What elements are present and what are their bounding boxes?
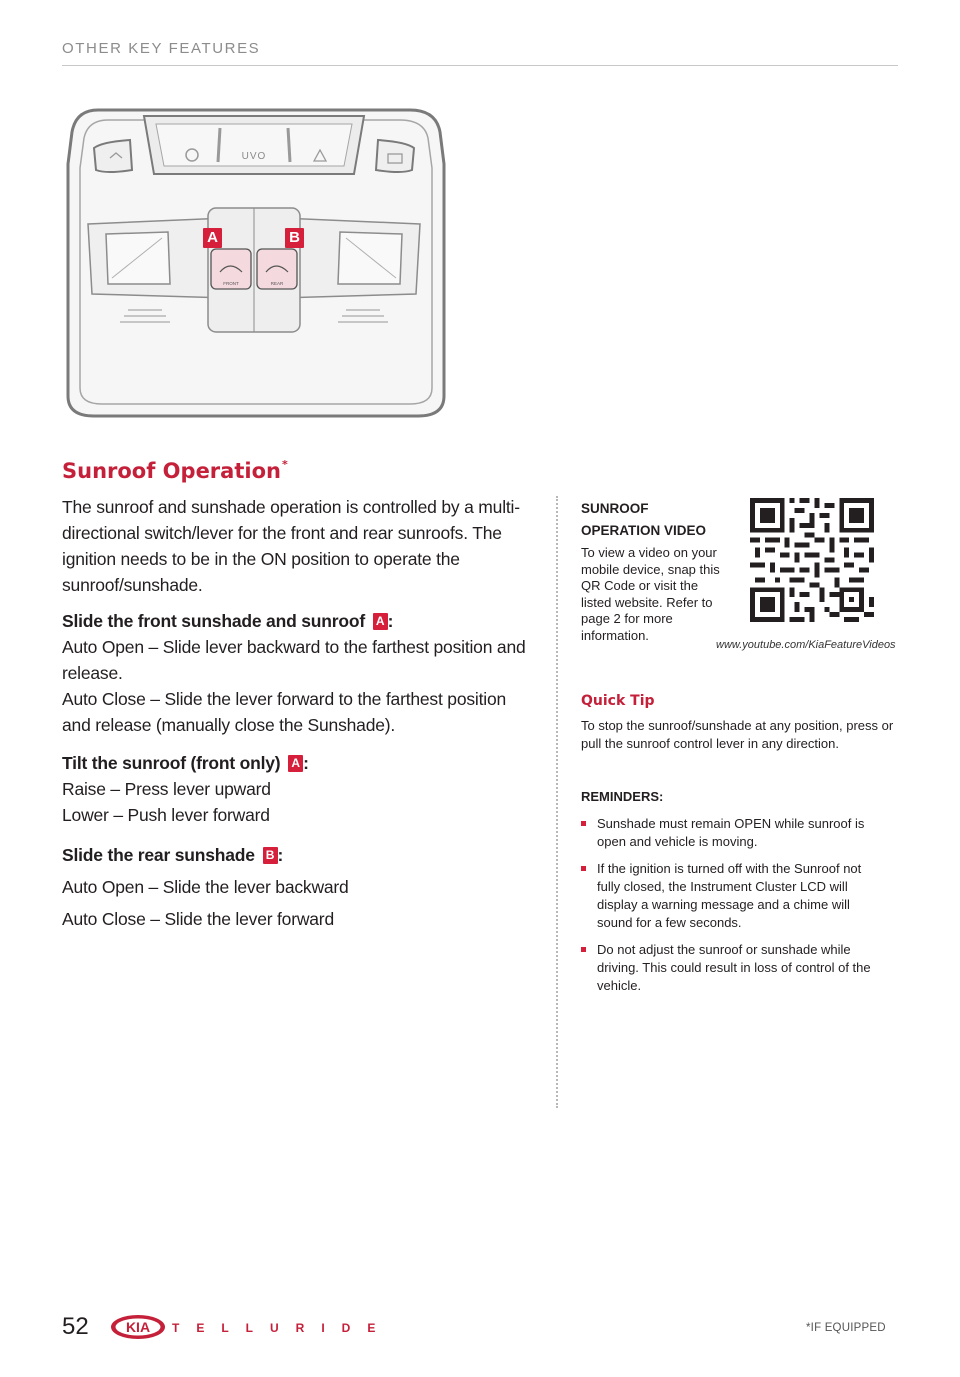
video-title: SUNROOF OPERATION VIDEO <box>581 501 707 538</box>
bullet-icon <box>581 821 586 826</box>
front-auto-open: Auto Open – Slide lever backward to the farthest position and release. <box>62 637 526 683</box>
intro-paragraph: The sunroof and sunshade operation is controlled by a multi-directional switch/lever for the front and rear sunroofs. The ignition needs to be in the ON position to operate the sunroof/sunshade. <box>62 497 520 595</box>
quick-tip-title: Quick Tip <box>581 693 655 709</box>
front-button-label: FRONT <box>223 281 239 286</box>
reminders-title: REMINDERS: <box>581 789 664 804</box>
overhead-console-diagram <box>58 104 450 422</box>
main-content <box>62 494 532 932</box>
reminders-list <box>581 815 899 1004</box>
tilt-callout-tag: A <box>288 755 303 772</box>
rear-auto-open: Auto Open – Slide the lever backward <box>62 877 349 897</box>
front-callout-tag: A <box>373 613 388 630</box>
if-equipped-footnote: *IF EQUIPPED <box>806 1322 886 1334</box>
rear-button-label: REAR <box>270 281 284 286</box>
telluride-wordmark <box>172 1321 422 1335</box>
callout-a: A <box>203 228 222 248</box>
list-item: Sunshade must remain OPEN while sunroof is open and vehicle is moving. <box>581 815 887 851</box>
list-item: Do not adjust the sunroof or sunshade while driving. This could result in loss of control of the vehicle. <box>581 941 887 995</box>
bullet-icon <box>581 866 586 871</box>
tilt-heading: Tilt the sunroof (front only) A : <box>62 753 309 773</box>
front-heading: Slide the front sunshade and sunroof A : <box>62 611 394 631</box>
callout-b: B <box>285 228 304 248</box>
list-item: If the ignition is turned off with the Sunroof not fully closed, the Instrument Cluster LCD will display a warning message and a chime will sound for a few seconds. <box>581 860 887 932</box>
rear-auto-close: Auto Close – Slide the lever forward <box>62 909 334 929</box>
quick-tip-text: To stop the sunroof/sunshade at any position, press or pull the sunroof control lever in any direction. <box>581 718 894 751</box>
kia-logo <box>110 1314 166 1340</box>
svg-text:KIA: KIA <box>125 1319 151 1335</box>
rear-callout-tag: B <box>263 847 278 864</box>
video-instructions: To view a video on your mobile device, snap this QR Code or visit the listed website. Refer to page 2 for more information. <box>581 545 720 643</box>
header-rule <box>62 65 898 66</box>
section-header: OTHER KEY FEATURES <box>62 40 261 57</box>
rear-heading: Slide the rear sunshade B : <box>62 845 284 865</box>
if-equipped-mark: * <box>281 458 288 471</box>
tilt-raise: Raise – Press lever upward <box>62 779 271 799</box>
video-url-link[interactable]: www.youtube.com/KiaFeatureVideos <box>716 639 896 651</box>
page-number: 52 <box>62 1313 89 1340</box>
front-auto-close: Auto Close – Slide the lever forward to the farthest position and release (manually close the Sunshade). <box>62 689 507 735</box>
qr-code[interactable] <box>750 498 874 622</box>
section-title: Sunroof Operation* <box>62 458 288 483</box>
svg-text:TELLURIDE: TELLURIDE <box>172 1321 393 1335</box>
bullet-icon <box>581 947 586 952</box>
column-divider <box>556 496 558 1108</box>
uvo-label: UVO <box>241 151 267 162</box>
tilt-lower: Lower – Push lever forward <box>62 805 270 825</box>
